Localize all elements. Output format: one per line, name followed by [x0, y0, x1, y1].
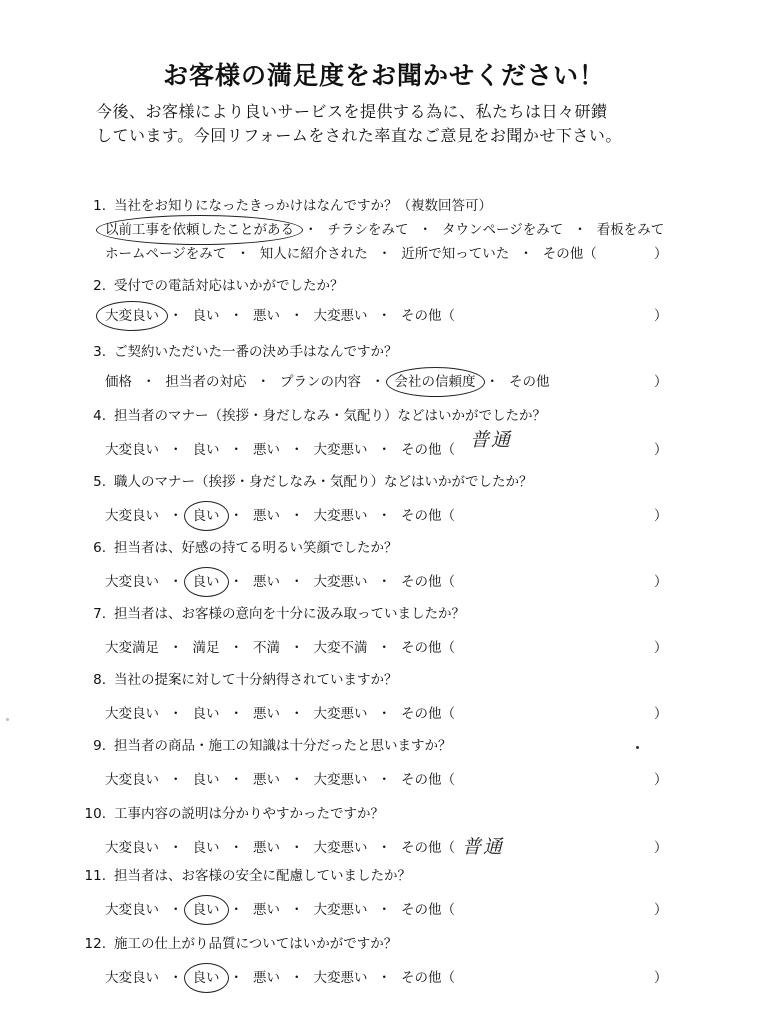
other-close-paren: ）	[654, 902, 668, 918]
option-separator: ・	[169, 902, 183, 918]
option-separator: ・	[229, 840, 243, 856]
question-heading	[72, 276, 712, 296]
option-separator: ・	[290, 706, 304, 722]
option-separator: ・	[169, 508, 183, 524]
scan-speck	[636, 746, 639, 749]
option-separator: ・	[142, 374, 156, 390]
question-text: ご契約いただいた一番の決め手はなんですか？	[114, 344, 398, 360]
intro-line: 今後、お客様により良いサービスを提供する為に、私たちは日々研鑚	[96, 102, 608, 121]
question-text: 担当者は、好感の持てる明るい笑顔でしたか？	[114, 540, 398, 556]
option-separator: ・	[573, 222, 587, 238]
option-separator: ・	[290, 970, 304, 986]
option-separator: ・	[290, 772, 304, 788]
option-separator: ・	[377, 772, 391, 788]
option-row	[102, 506, 712, 526]
option-separator: ・	[290, 902, 304, 918]
option[interactable]: タウンページをみて	[442, 222, 564, 238]
option-separator: ・	[169, 706, 183, 722]
option[interactable]: 大変不満	[313, 640, 368, 656]
option-separator: ・	[377, 508, 391, 524]
option[interactable]: 良い	[192, 706, 220, 722]
question-5	[72, 472, 712, 526]
question-heading	[72, 804, 712, 824]
option-separator: ・	[229, 706, 243, 722]
option[interactable]: 悪い	[253, 970, 280, 986]
option-selected[interactable]: 良い	[190, 900, 223, 920]
option-separator: ・	[229, 970, 243, 986]
option[interactable]: 大変悪い	[313, 508, 368, 524]
question-number: 6.	[93, 540, 106, 556]
option[interactable]: 良い	[192, 442, 220, 458]
other-close-paren: ）	[654, 640, 668, 656]
question-heading	[72, 538, 712, 558]
option-separator: ・	[169, 640, 183, 656]
option[interactable]: 大変悪い	[313, 706, 368, 722]
option-row	[102, 440, 712, 460]
option[interactable]: その他（	[401, 772, 455, 788]
option[interactable]: その他（	[401, 640, 455, 656]
intro-line: しています。今回リフォームをされた率直なご意見をお聞かせ下さい。	[96, 126, 622, 145]
option-separator: ・	[290, 308, 304, 324]
handwritten-note: 普通	[462, 836, 505, 858]
option-separator: ・	[290, 640, 304, 656]
other-close-paren: ）	[654, 706, 668, 722]
option-separator: ・	[229, 442, 243, 458]
question-text: 職人のマナー（挨拶・身だしなみ・気配り）などはいかがでしたか？	[114, 474, 533, 490]
option-separator: ・	[229, 902, 243, 918]
question-text: 受付での電話対応はいかがでしたか？	[114, 278, 344, 294]
question-number: 1.	[93, 198, 106, 214]
question-number: 10.	[84, 806, 106, 822]
option[interactable]: 良い	[192, 772, 220, 788]
question-heading	[72, 670, 712, 690]
option[interactable]: 大変良い	[105, 970, 159, 986]
option-row	[102, 220, 712, 240]
option[interactable]: 大変悪い	[313, 772, 368, 788]
option-selected[interactable]: 以前工事を依頼したことがある	[102, 220, 297, 240]
question-number: 9.	[93, 738, 106, 754]
other-close-paren: ）	[654, 508, 668, 524]
option-selected[interactable]: 大変良い	[102, 306, 162, 326]
option[interactable]: その他（	[401, 706, 455, 722]
option[interactable]: その他（	[401, 840, 455, 856]
question-number: 2.	[93, 278, 106, 294]
option-row	[102, 704, 712, 724]
option-selected[interactable]: 良い	[190, 506, 223, 526]
option[interactable]: 悪い	[253, 706, 280, 722]
other-close-paren: ）	[654, 970, 668, 986]
option-separator: ・	[229, 508, 243, 524]
option-row	[102, 244, 712, 264]
option[interactable]: 大変悪い	[313, 970, 368, 986]
question-2	[72, 276, 712, 326]
option[interactable]: チラシをみて	[327, 222, 409, 238]
question-heading	[72, 934, 712, 954]
question-heading	[72, 604, 712, 624]
option-separator: ・	[304, 222, 318, 238]
other-close-paren: ）	[654, 840, 668, 856]
option[interactable]: 大変悪い	[313, 902, 368, 918]
option-separator: ・	[290, 840, 304, 856]
option[interactable]: 悪い	[253, 772, 280, 788]
question-heading	[72, 736, 712, 756]
option-separator: ・	[169, 308, 183, 324]
option-separator: ・	[290, 442, 304, 458]
option[interactable]: ホームページをみて	[105, 246, 227, 262]
option-row	[102, 372, 712, 392]
question-3	[72, 342, 712, 392]
question-text: 担当者のマナー（挨拶・身だしなみ・気配り）などはいかがでしたか？	[114, 408, 546, 424]
question-text: 担当者は、お客様の意向を十分に汲み取っていましたか？	[114, 606, 465, 622]
option[interactable]: 大変良い	[105, 902, 159, 918]
option[interactable]: 看板をみて	[596, 222, 665, 238]
option[interactable]: 大変悪い	[313, 308, 368, 324]
option[interactable]: 大変良い	[105, 574, 159, 590]
option-selected[interactable]: 会社の信頼度	[392, 372, 479, 392]
question-number: 3.	[93, 344, 106, 360]
option[interactable]: その他（	[401, 508, 455, 524]
option-separator: ・	[169, 442, 183, 458]
option[interactable]: 大変悪い	[313, 574, 368, 590]
option[interactable]: その他（	[401, 902, 455, 918]
option[interactable]: 大変悪い	[313, 442, 368, 458]
option-row	[102, 572, 712, 592]
question-number: 7.	[93, 606, 106, 622]
option-separator: ・	[418, 222, 432, 238]
option[interactable]: その他（	[401, 970, 455, 986]
option-row	[102, 838, 712, 858]
option[interactable]: その他（	[401, 574, 455, 590]
question-4	[72, 406, 712, 460]
option-separator: ・	[485, 374, 499, 390]
option[interactable]: 担当者の対応	[165, 374, 247, 390]
option-separator: ・	[377, 574, 391, 590]
option[interactable]: 悪い	[253, 902, 280, 918]
option-separator: ・	[377, 442, 391, 458]
question-number: 5.	[93, 474, 106, 490]
option[interactable]: 悪い	[253, 840, 280, 856]
option[interactable]: 大変良い	[105, 772, 159, 788]
question-10	[72, 804, 712, 858]
handwritten-note: 普通	[470, 429, 513, 451]
option-separator: ・	[519, 246, 533, 262]
question-heading	[72, 866, 712, 886]
other-close-paren: ）	[654, 374, 668, 390]
question-text: 担当者の商品・施工の知識は十分だったと思いますか？	[114, 738, 452, 754]
question-text: 担当者は、お客様の安全に配慮していましたか？	[114, 868, 411, 884]
option[interactable]: 大変良い	[105, 706, 159, 722]
survey-title: お客様の満足度をお聞かせください！	[162, 61, 605, 90]
option[interactable]: 大変悪い	[313, 840, 368, 856]
option-separator: ・	[229, 772, 243, 788]
option-row	[102, 968, 712, 988]
option-separator: ・	[290, 508, 304, 524]
option[interactable]: 良い	[192, 308, 220, 324]
question-heading	[72, 472, 712, 492]
question-number: 8.	[93, 672, 106, 688]
option[interactable]: 価格	[105, 374, 132, 390]
option-separator: ・	[290, 574, 304, 590]
option[interactable]: 知人に紹介された	[259, 246, 368, 262]
question-9	[72, 736, 712, 790]
option-separator: ・	[169, 574, 183, 590]
option-separator: ・	[377, 840, 391, 856]
question-text: 当社の提案に対して十分納得されていますか？	[114, 672, 398, 688]
option[interactable]: 満足	[192, 640, 220, 656]
question-8	[72, 670, 712, 724]
option[interactable]: 悪い	[253, 574, 280, 590]
option[interactable]: その他（	[401, 308, 455, 324]
question-heading	[72, 406, 712, 426]
question-text: 当社をお知りになったきっかけはなんですか？（複数回答可）	[114, 198, 492, 214]
option[interactable]: 大変良い	[105, 840, 159, 856]
option-row	[102, 900, 712, 920]
option-separator: ・	[169, 772, 183, 788]
question-heading	[72, 196, 712, 216]
option[interactable]: 悪い	[253, 442, 280, 458]
option[interactable]: 不満	[253, 640, 280, 656]
other-close-paren: ）	[654, 574, 668, 590]
question-number: 12.	[84, 936, 106, 952]
option[interactable]: 近所で知っていた	[401, 246, 510, 262]
option[interactable]: 悪い	[253, 308, 280, 324]
option[interactable]: 大変満足	[105, 640, 159, 656]
option[interactable]: 大変良い	[105, 508, 159, 524]
question-heading	[72, 342, 712, 362]
option-separator: ・	[236, 246, 250, 262]
option-separator: ・	[377, 902, 391, 918]
option-separator: ・	[229, 574, 243, 590]
option[interactable]: その他（	[542, 246, 597, 262]
option-selected[interactable]: 良い	[190, 572, 223, 592]
option[interactable]: その他	[509, 374, 550, 390]
option-row	[102, 770, 712, 790]
option[interactable]: 良い	[192, 840, 220, 856]
option-separator: ・	[377, 640, 391, 656]
option[interactable]: 大変良い	[105, 442, 159, 458]
other-close-paren: ）	[654, 442, 668, 458]
option-separator: ・	[377, 308, 391, 324]
option-separator: ・	[371, 374, 385, 390]
option-separator: ・	[229, 308, 243, 324]
question-12	[72, 934, 712, 988]
other-close-paren: ）	[654, 246, 668, 262]
option-selected[interactable]: 良い	[190, 968, 223, 988]
option[interactable]: その他（	[401, 442, 455, 458]
question-1	[72, 196, 712, 264]
question-7	[72, 604, 712, 658]
option-separator: ・	[169, 840, 183, 856]
option[interactable]: 悪い	[253, 508, 280, 524]
option-separator: ・	[229, 640, 243, 656]
question-number: 4.	[93, 408, 106, 424]
question-text: 施工の仕上がり品質についてはいかがですか？	[114, 936, 398, 952]
option-separator: ・	[377, 246, 392, 262]
option-separator: ・	[377, 970, 391, 986]
other-close-paren: ）	[654, 308, 668, 324]
option-separator: ・	[169, 970, 183, 986]
scan-speck	[6, 718, 9, 721]
option-row	[102, 306, 712, 326]
question-text: 工事内容の説明は分かりやすかったですか？	[114, 806, 384, 822]
other-close-paren: ）	[654, 772, 668, 788]
option[interactable]: プランの内容	[280, 374, 361, 390]
question-number: 11.	[84, 868, 106, 884]
question-11	[72, 866, 712, 920]
question-6	[72, 538, 712, 592]
option-separator: ・	[256, 374, 270, 390]
option-row	[102, 638, 712, 658]
intro-paragraph	[96, 100, 716, 148]
option-separator: ・	[377, 706, 391, 722]
